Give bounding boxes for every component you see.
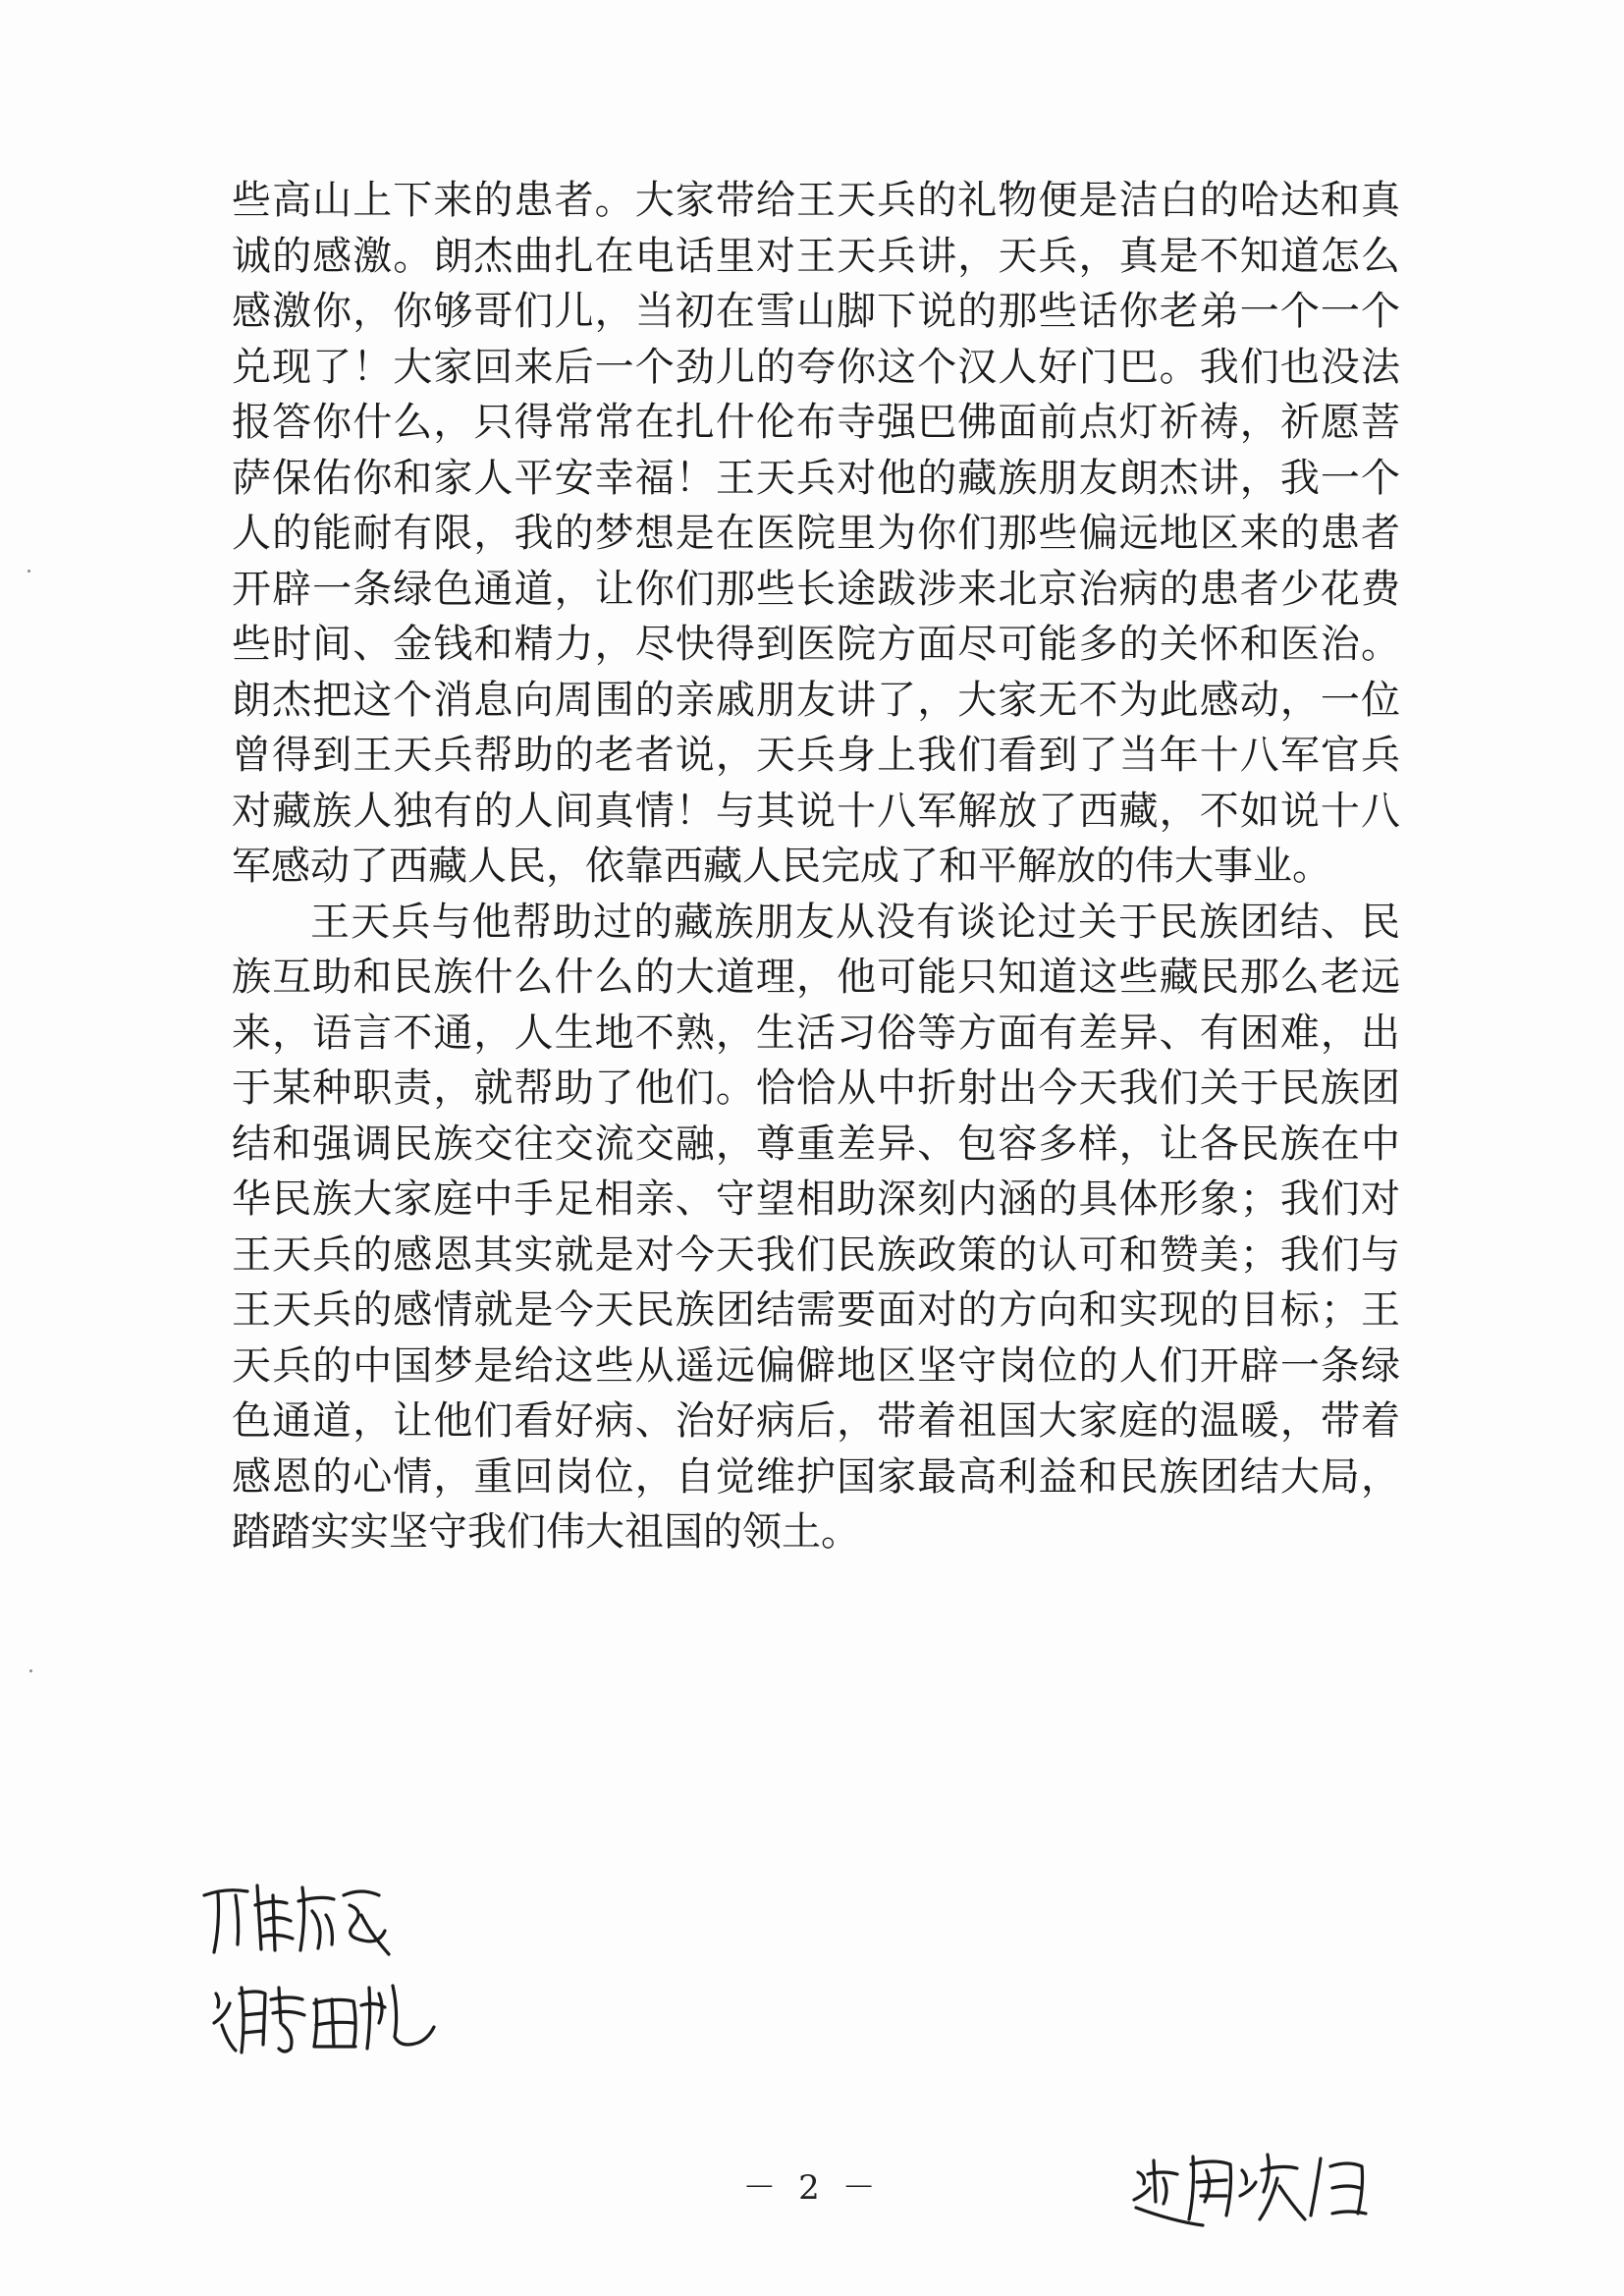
- scan-speck: [29, 1669, 32, 1672]
- body-text: [232, 173, 1400, 1560]
- handwritten-signature-1: [196, 1866, 393, 1959]
- paragraph-1: 些高山上下来的患者。大家带给王天兵的礼物便是洁白的哈达和真诚的感激。朗杰曲扎在电话里对王天兵讲，天兵，真是不知道怎么感激你，你够哥们儿，当初在雪山脚下说的那些话你老弟一个一个兑现了！大家回来后一个劲儿的夸你这个汉人好门巴。我们也没法报答你什么，只得常常在扎什伦布寺强巴佛面前点灯祈祷，祈愿菩萨保佑你和家人平安幸福！王天兵对他的藏族朋友朗杰讲，我一个人的能耐有限，我的梦想是在医院里为你们那些偏远地区来的患者开辟一条绿色通道，让你们那些长途跋涉来北京治病的患者少花费些时间、金钱和精力，尽快得到医院方面尽可能多的关怀和医治。朗杰把这个消息向周围的亲戚朋友讲了，大家无不为此感动，一位曾得到王天兵帮助的老者说，天兵身上我们看到了当年十八军官兵对藏族人独有的人间真情！与其说十八军解放了西藏，不如说十八军感动了西藏人民，依靠西藏人民完成了和平解放的伟大事业。: [232, 178, 1400, 889]
- page-number: － 2 －: [742, 2168, 882, 2208]
- scan-speck: [27, 570, 30, 573]
- paragraph-2: 王天兵与他帮助过的藏族朋友从没有谈论过关于民族团结、民族互助和民族什么什么的大道理，他可能只知道这些藏民那么老远来，语言不通，人生地不熟，生活习俗等方面有差异、有困难，出于某种职责，就帮助了他们。恰恰从中折射出今天我们关于民族团结和强调民族交往交流交融，尊重差异、包容多样，让各民族在中华民族大家庭中手足相亲、守望相助深刻内涵的具体形象；我们对王天兵的感恩其实就是对今天我们民族政策的认可和赞美；我们与王天兵的感情就是今天民族团结需要面对的方向和实现的目标；王天兵的中国梦是给这些从遥远偏僻地区坚守岗位的人们开辟一条绿色通道，让他们看好病、治好病后，带着祖国大家庭的温暖，带着感恩的心情，重回岗位，自觉维护国家最高利益和民族团结大局，踏踏实实坚守我们伟大祖国的领土。: [232, 899, 1400, 1555]
- handwritten-signature-2: [206, 1964, 442, 2057]
